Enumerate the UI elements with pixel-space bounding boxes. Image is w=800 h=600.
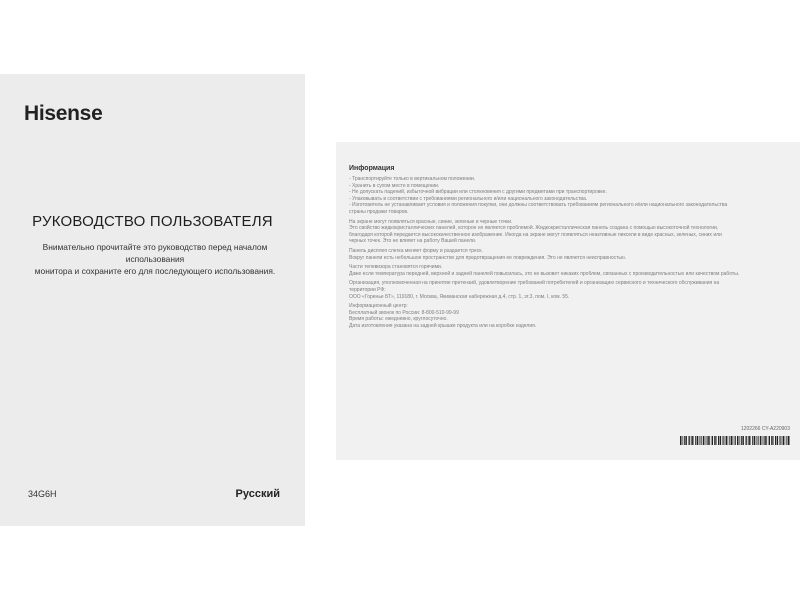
barcode-bar <box>754 436 756 445</box>
barcode-bar <box>726 436 728 445</box>
barcode-bar <box>765 436 767 445</box>
info-line: Время работы: ежедневно, круглосуточно. <box>349 316 448 323</box>
barcode-bar <box>788 436 790 445</box>
barcode-bar <box>689 436 690 445</box>
barcode-bar <box>742 436 744 445</box>
info-line: страны продажи товаров. <box>349 208 409 215</box>
barcode-bar <box>714 436 716 445</box>
info-line: ООО «Горенье БТ», 119180, г. Москва, Якиманская набережная д.4, стр. 1, эт.3, пом. I, ком. 55. <box>349 293 570 300</box>
barcode-bar <box>734 436 735 445</box>
language-label: Русский <box>235 488 280 500</box>
info-line: - Изготовитель не устанавливает условия и положения покупки, они должны соответствовать требованиям регионального и/или национального законодательства <box>349 202 728 209</box>
info-lines <box>349 176 789 329</box>
barcode-bar <box>682 436 683 445</box>
info-line: Дата изготовления указана на задней крышке продукта или на коробке изделия. <box>349 322 537 329</box>
barcode-bar <box>768 436 769 445</box>
barcode-bar <box>685 436 687 445</box>
manual-title: РУКОВОДСТВО ПОЛЬЗОВАТЕЛЯ <box>32 213 273 230</box>
barcode-image <box>680 436 792 448</box>
info-line: - Транспортируйте только в вертикальном положении. <box>349 176 476 182</box>
barcode-bar <box>771 436 773 445</box>
model-number: 34G6H <box>28 489 57 499</box>
barcode-bar <box>694 436 695 445</box>
info-page <box>336 142 800 460</box>
barcode-bar <box>745 436 746 445</box>
barcode-bar <box>777 436 779 445</box>
subtitle-line: Внимательно прочитайте это руководство перед началом использования <box>42 242 268 264</box>
info-line: - Не допускать падений, избыточной вибрации или столкновения с другими предметами при транспортировке. <box>349 189 607 196</box>
info-line: - Хранить в сухом месте в помещении. <box>349 182 440 189</box>
barcode-bar <box>769 436 770 445</box>
barcode-bar <box>703 436 705 445</box>
barcode-bar <box>720 436 722 445</box>
barcode-bar <box>712 436 713 445</box>
barcode-bar <box>722 436 723 445</box>
barcode-bar <box>758 436 759 445</box>
barcode-bar <box>707 436 708 445</box>
barcode-bar <box>762 436 763 445</box>
brand-logo: Hisense <box>24 102 103 125</box>
barcode-bar <box>688 436 689 445</box>
barcode-bar <box>775 436 776 445</box>
barcode-bar <box>786 436 787 445</box>
barcode-bar <box>680 436 682 445</box>
info-line: Части телевизора становятся горячими. <box>349 264 443 271</box>
barcode-bar <box>731 436 733 445</box>
barcode-bar <box>718 436 719 445</box>
barcode-bar <box>757 436 758 445</box>
barcode-bar <box>708 436 710 445</box>
barcode-bar <box>779 436 780 445</box>
barcode-bar <box>741 436 742 445</box>
barcode-bar <box>695 436 696 445</box>
info-line: На экране могут появляться красные, синие, зеленые и черные точки. <box>349 218 513 225</box>
barcode-bar <box>783 436 785 445</box>
info-line: Вокруг панели есть небольшое пространство для предотвращения ее повреждения. Это не является неисправностью. <box>349 254 627 261</box>
info-line: Организация, уполномоченная на принятие претензий, удовлетворение требований потребителей и организацию сервисного и технического обслуживания на <box>349 280 720 287</box>
barcode-bar <box>684 436 685 445</box>
subtitle-line: монитора и сохраните его для последующего использования. <box>34 266 276 276</box>
info-line: Панель дисплея слегка меняет форму и раздается треск. <box>349 247 483 254</box>
info-text-block <box>349 164 789 329</box>
info-line: территории РФ: <box>349 286 386 293</box>
info-line: Это свойство жидкокристаллических панелей, которое не является проблемой. Жидкокристаллическая панель создана с помощью высокоточной технологии, <box>349 225 719 232</box>
barcode-bar <box>723 436 724 445</box>
barcode-bar <box>697 436 699 445</box>
barcode-bar <box>780 436 781 445</box>
barcode-bar <box>748 436 750 445</box>
info-line: черных точек. Это не влияет на работу Вашей панели. <box>349 238 477 245</box>
barcode-bar <box>760 436 762 445</box>
barcode-bar <box>739 436 740 445</box>
info-line: Даже если температура передней, верхней и задней панелей повысилась, это не вызовет никаких проблем, связанных с производительностью или качеством работы. <box>349 270 740 277</box>
info-heading: Информация <box>349 165 395 172</box>
barcode-bar <box>700 436 701 445</box>
info-line: Информационный центр: <box>349 303 408 310</box>
info-line: Бесплатный звонок по России: 8-800-510-99-99 <box>349 309 459 316</box>
barcode-bar <box>716 436 717 445</box>
barcode-bar <box>701 436 702 445</box>
barcode-bar <box>705 436 706 445</box>
barcode-bar <box>746 436 747 445</box>
manual-subtitle <box>14 241 296 277</box>
barcode-bar <box>751 436 752 445</box>
barcode-bar <box>785 436 786 445</box>
barcode-bar <box>773 436 774 445</box>
info-line: благодаря которой передается высококачественное изображение. Иногда на экране могут появляться неактивные пиксели в виде красных, зеленых, синих или <box>349 231 722 238</box>
barcode-bar <box>691 436 693 445</box>
barcode-bar <box>728 436 729 445</box>
info-line: - Упаковывать в соответствии с требованиями регионального и/или национального законодательства. <box>349 195 588 202</box>
barcode-bar <box>711 436 712 445</box>
product-code: 1202266 CY-A220903 <box>740 426 790 432</box>
manual-cover-page <box>0 74 305 526</box>
barcode-bar <box>737 436 739 445</box>
barcode-bar <box>764 436 765 445</box>
barcode-bar <box>729 436 730 445</box>
barcode-bar <box>735 436 736 445</box>
barcode-bar <box>752 436 753 445</box>
